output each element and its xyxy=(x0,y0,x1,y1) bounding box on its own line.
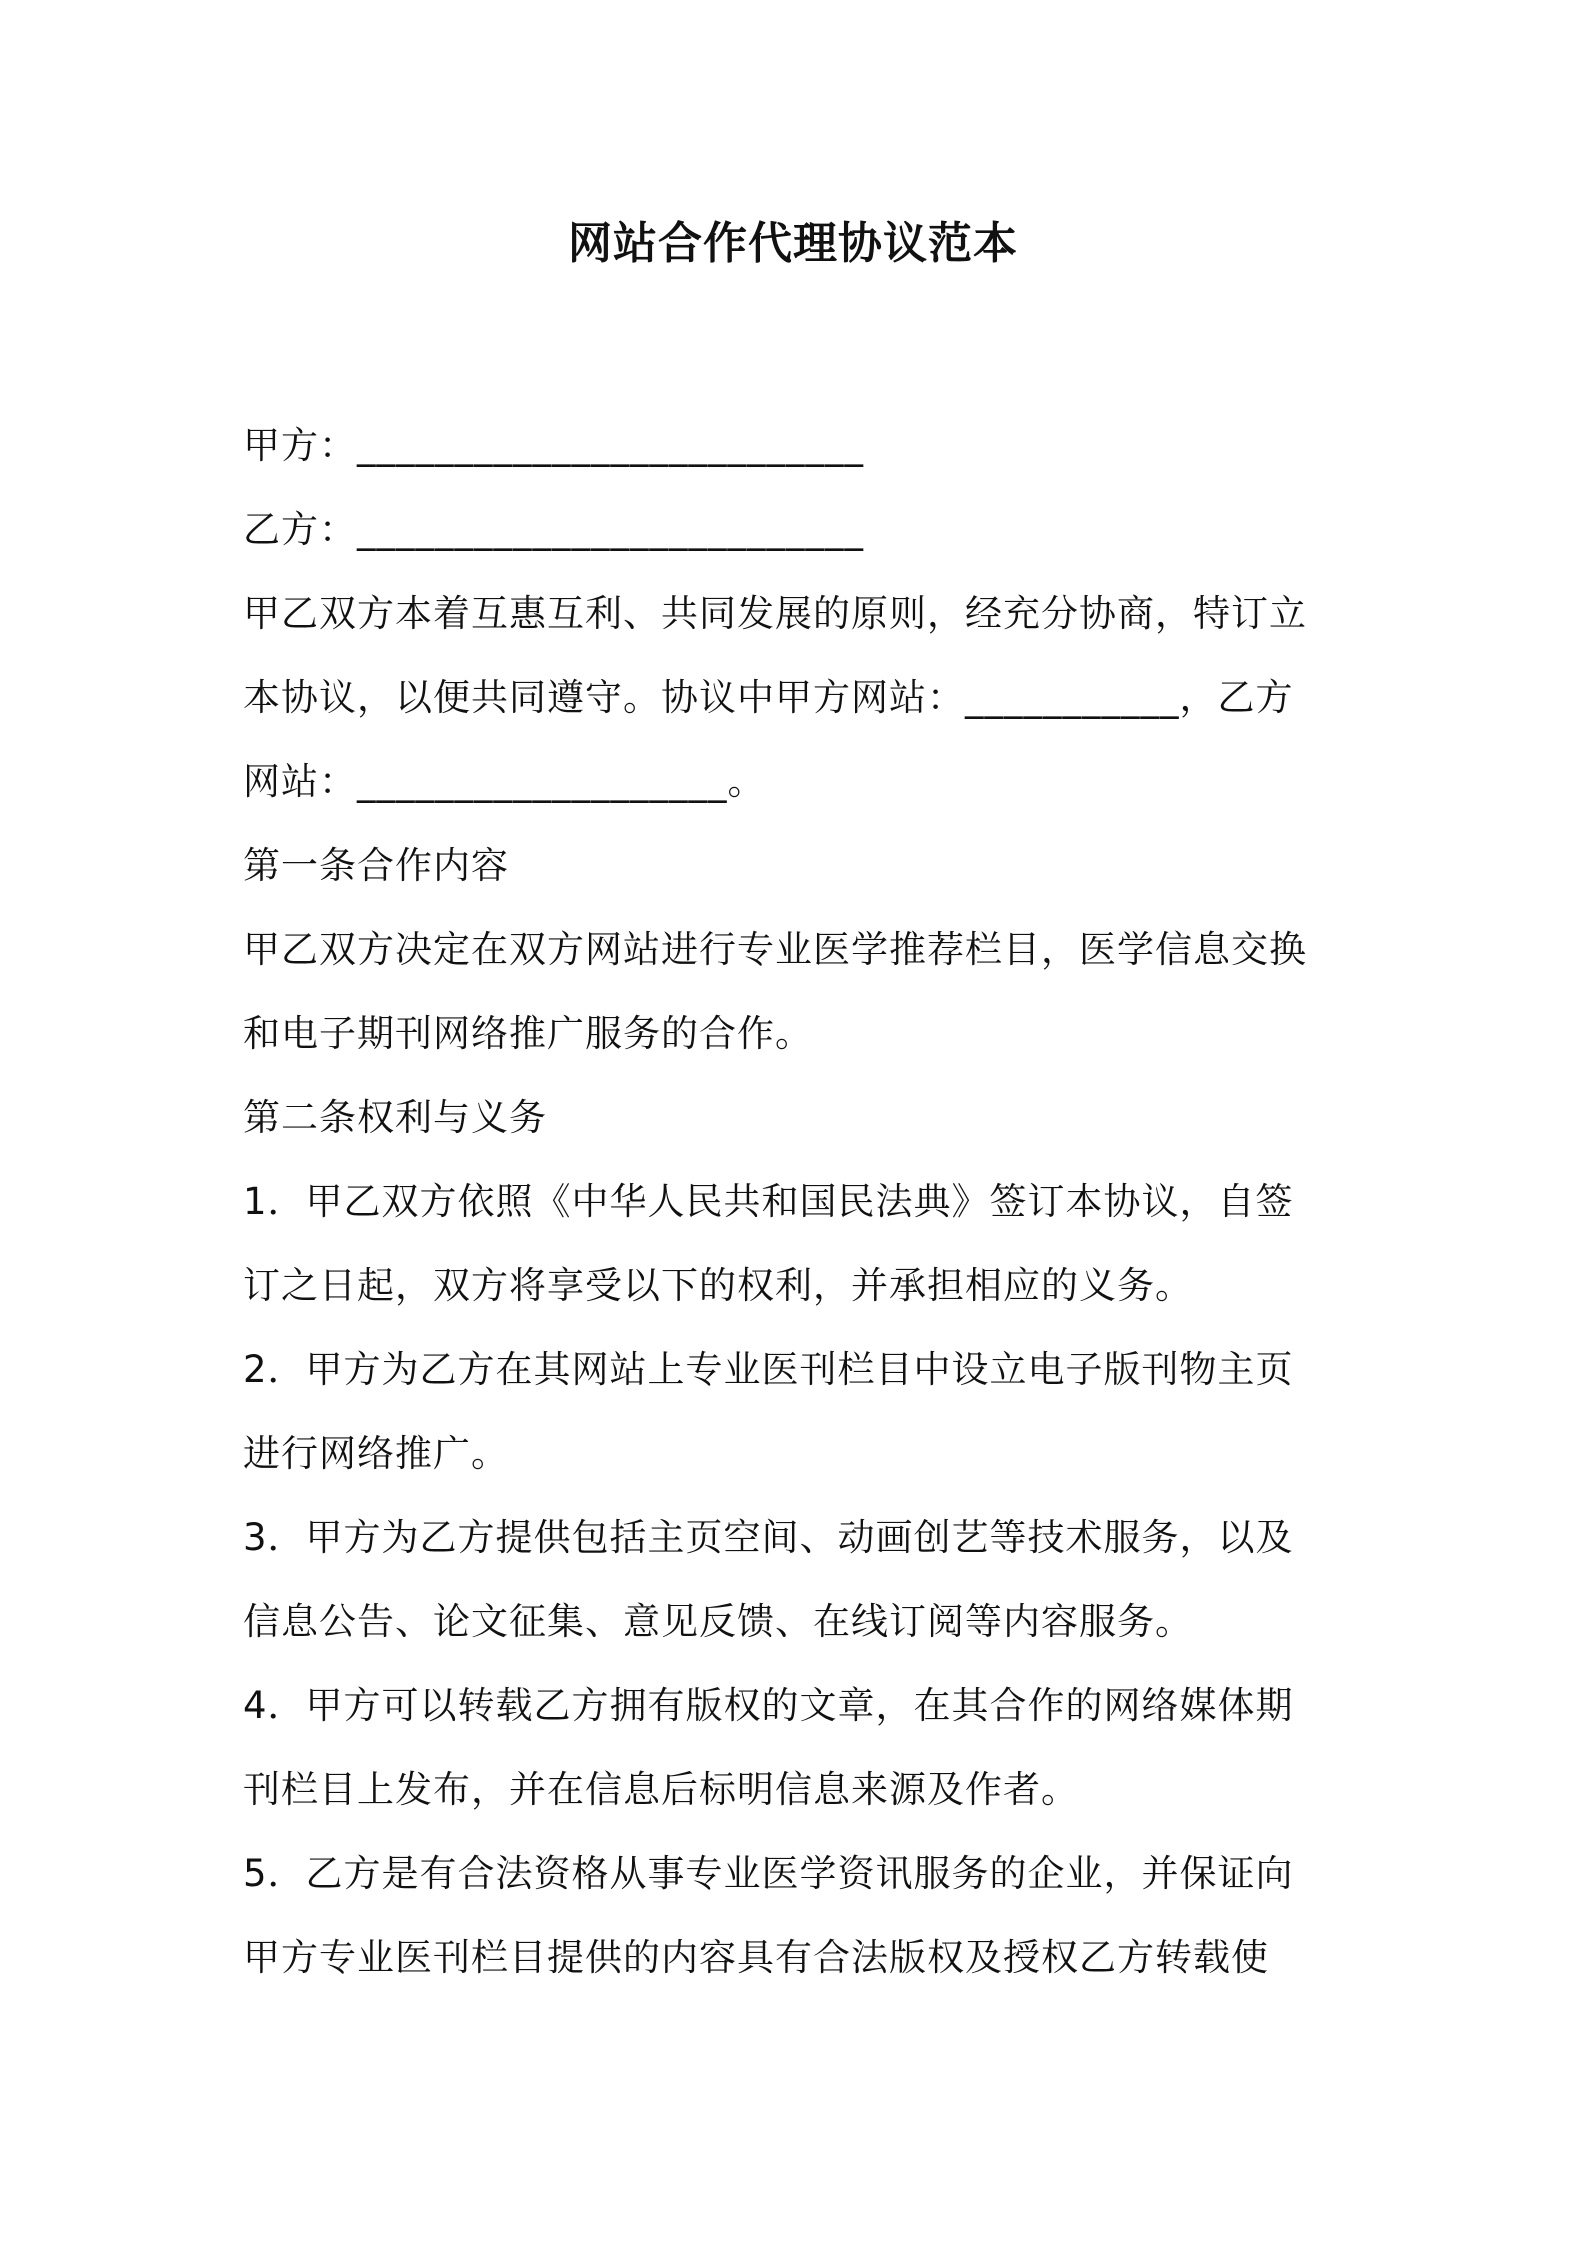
preamble-line-2: 本协议，以便共同遵守。协议中甲方网站：___________，乙方 xyxy=(243,676,1294,719)
clause-3-line-1: 3．甲方为乙方提供包括主页空间、动画创艺等技术服务，以及 xyxy=(243,1516,1294,1559)
clause-5-line-1: 5．乙方是有合法资格从事专业医学资讯服务的企业，并保证向 xyxy=(243,1852,1294,1895)
article-1-line-1: 甲乙双方决定在双方网站进行专业医学推荐栏目，医学信息交换 xyxy=(243,928,1307,971)
article-1-line-2: 和电子期刊网络推广服务的合作。 xyxy=(243,1012,813,1055)
party-b-line: 乙方：__________________________ xyxy=(243,508,864,551)
document-title: 网站合作代理协议范本 xyxy=(568,218,1018,269)
clause-3-line-2: 信息公告、论文征集、意见反馈、在线订阅等内容服务。 xyxy=(243,1600,1193,1643)
document-body xyxy=(243,404,1358,2000)
clause-4-line-2: 刊栏目上发布，并在信息后标明信息来源及作者。 xyxy=(243,1768,1079,1811)
party-a-line: 甲方：__________________________ xyxy=(243,424,864,467)
preamble-line-1: 甲乙双方本着互惠互利、共同发展的原则，经充分协商，特订立 xyxy=(243,592,1307,635)
clause-5-line-2: 甲方专业医刊栏目提供的内容具有合法版权及授权乙方转载使 xyxy=(243,1936,1269,1979)
clause-1-line-2: 订之日起，双方将享受以下的权利，并承担相应的义务。 xyxy=(243,1264,1193,1307)
clause-4-line-1: 4．甲方可以转载乙方拥有版权的文章，在其合作的网络媒体期 xyxy=(243,1684,1294,1727)
article-1-heading: 第一条合作内容 xyxy=(243,844,509,887)
clause-1-line-1: 1．甲乙双方依照《中华人民共和国民法典》签订本协议，自签 xyxy=(243,1180,1294,1223)
article-2-heading: 第二条权利与义务 xyxy=(243,1096,547,1139)
clause-2-line-2: 进行网络推广。 xyxy=(243,1432,509,1475)
preamble-line-3: 网站：___________________。 xyxy=(243,760,766,803)
clause-2-line-1: 2．甲方为乙方在其网站上专业医刊栏目中设立电子版刊物主页 xyxy=(243,1348,1294,1391)
